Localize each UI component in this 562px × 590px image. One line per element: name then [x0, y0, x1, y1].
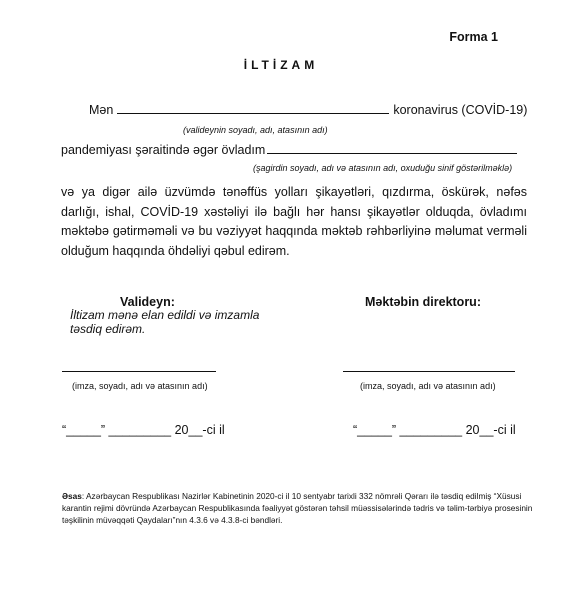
parent-note: İltizam mənə elan edildi və imzamla təsdiq edirəm. [70, 308, 260, 336]
line2-start: pandemiyası şəraitində əgər övladım [61, 143, 266, 157]
form-number: Forma 1 [449, 30, 498, 44]
parent-name-blank [117, 101, 389, 114]
line1-start: Mən [89, 103, 114, 117]
parent-date-line: “_____” _________ 20__-ci il [62, 423, 225, 437]
document-title: İLTİZAM [243, 58, 319, 72]
parent-name-hint: (valideynin soyadı, adı, atasının adı) [183, 125, 328, 135]
commitment-paragraph: və ya digər ailə üzvümdə tənəffüs yolları şikayətləri, qızdırma, öskürək, nəfəs darlığı, ishal, COVİD-19 xəstəliyi ilə bağlı hər hansı şikayətlər olduqda, övladımı məktəbə gətirməməli və bu vəziyyət haqqında məktəb rəhbərliyinə məlumat verməli olduğum haqqında öhdəliyi qəbul edirəm. [61, 185, 527, 258]
director-date-line: “_____” _________ 20__-ci il [353, 423, 516, 437]
line1-end: koronavirus (COVİD-19) [393, 103, 528, 117]
parent-heading: Valideyn: [120, 295, 175, 309]
parent-signature-hint: (imza, soyadı, adı və atasının adı) [72, 381, 208, 391]
basis-label: Əsas [62, 491, 82, 501]
parent-name-line [89, 101, 527, 117]
child-name-blank [267, 141, 517, 154]
child-name-line [61, 141, 517, 157]
basis-text: : Azərbaycan Respublikası Nazirlər Kabinetinin 2020-ci il 10 sentyabr tarixli 332 nömrəli Qərarı ilə təsdiq edilmiş “Xüsusi karantin rejimi dövründə Azərbaycan Respublikasında fəaliyyət göstərən təhsil müəssisələrində tədris və təlim-tərbiyə prosesinin təşkilinin müvəqqəti Qaydaları”nın 4.3.6 və 4.3.8-ci bəndləri. [62, 491, 533, 525]
child-name-hint: (şagirdin soyadı, adı və atasının adı, oxuduğu sinif göstərilməklə) [253, 163, 513, 173]
director-signature-line [343, 371, 515, 372]
legal-basis [62, 490, 534, 526]
director-signature-hint: (imza, soyadı, adı və atasının adı) [360, 381, 496, 391]
parent-signature-line [62, 371, 216, 372]
director-heading: Məktəbin direktoru: [365, 295, 481, 309]
